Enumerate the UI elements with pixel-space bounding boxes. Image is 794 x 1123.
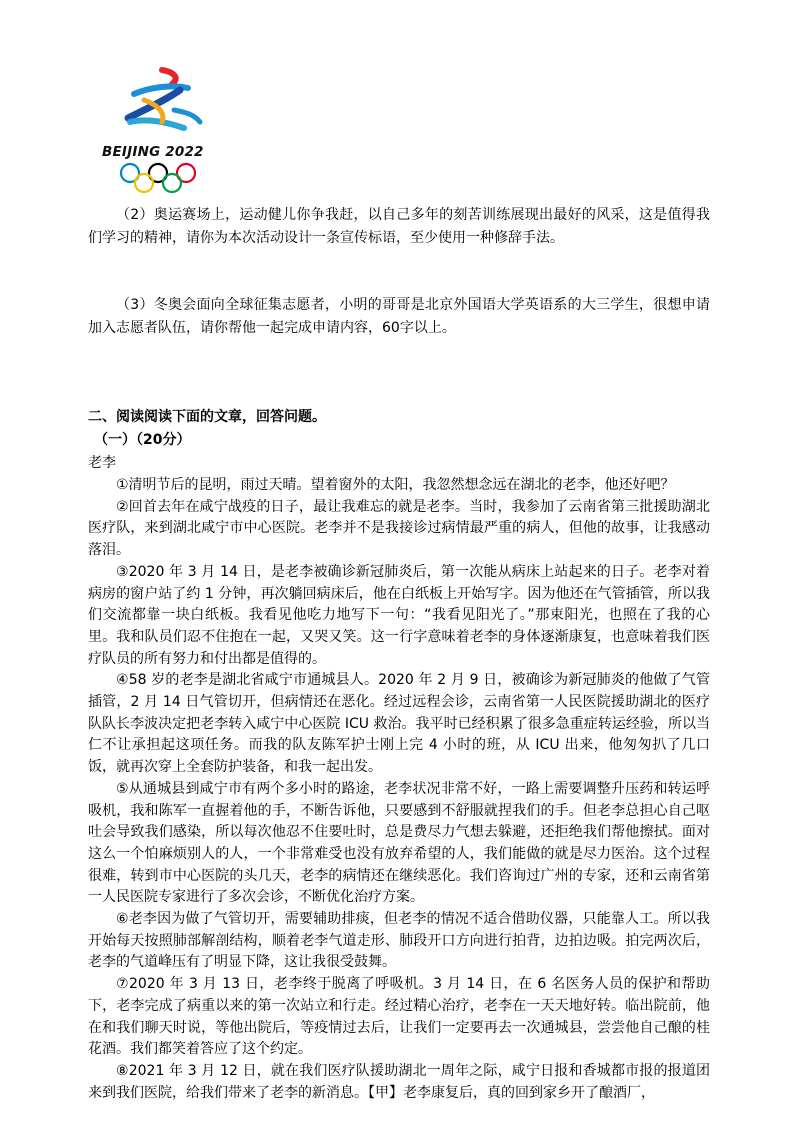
question-3: （3）冬奥会面向全球征集志愿者，小明的哥哥是北京外国语大学英语系的大三学生，很想申请加入志愿者队伍，请你帮他一起完成申请内容，60字以上。 <box>88 297 710 336</box>
article-body <box>88 475 710 1104</box>
question-2: （2）奥运赛场上，运动健儿你争我赶，以自己多年的刻苦训练展现出最好的风采，这是值得我们学习的精神，请你为本次活动设计一条宣传标语，至少使用一种修辞手法。 <box>88 207 710 246</box>
article-paragraph: ⑥老李因为做了气管切开，需要辅助排痰，但老李的情况不适合借助仪器，只能靠人工。所以我开始每天按照肺部解剖结构，顺着老李气道走形、肺段开口方向进行拍背，边拍边吸。拍完两次后，老李的气道峰压有了明显下降，这让我很受鼓舞。 <box>88 911 710 971</box>
section-heading: 二、阅读阅读下面的文章，回答问题。 <box>88 409 326 425</box>
article-title: 老李 <box>88 455 116 471</box>
article-paragraph: ⑦2020 年 3 月 13 日，老李终于脱离了呼吸机。3 月 14 日，在 6 名医务人员的保护和帮助下，老李完成了病重以来的第一次站立和行走。经过精心治疗，老李在一天天地好转。临出院前，他在和我们聊天时说，等他出院后，等疫情过去后，让我们一定要再去一次通城县，尝尝他自己酿的桂花酒。我们都笑着答应了这个约定。 <box>88 976 710 1058</box>
document-content <box>88 204 710 1104</box>
article-paragraph: ②回首去年在咸宁战疫的日子，最让我难忘的就是老李。当时，我参加了云南省第三批援助湖北医疗队，来到湖北咸宁市中心医院。老李并不是我接诊过病情最严重的病人，但他的故事，让我感动落泪。 <box>88 498 710 559</box>
article-paragraph: ④58 岁的老李是湖北省咸宁市通城县人。2020 年 2 月 9 日，被确诊为新冠肺炎的他做了气管插管，2 月 14 日气管切开，但病情还在恶化。经过远程会诊，云南省第一人民医院援助湖北的医疗队队长李波决定把老李转入咸宁中心医院 ICU 救治。我平时已经积累了很多急重症转运经验，所以当仁不让承担起这项任务。而我的队友陈军护士刚上完 4 小时的班，从 ICU 出来，他匆匆扒了几口饭，就再次穿上全套防护装备，和我一起出发。 <box>88 672 710 776</box>
article-paragraph: ⑧2021 年 3 月 12 日，就在我们医疗队援助湖北一周年之际，咸宁日报和香城都市报的报道团来到我们医院，给我们带来了老李的新消息。【甲】老李康复后，真的回到家乡开了酿酒厂， <box>88 1062 710 1101</box>
section-subheading: （一）（20分） <box>94 432 191 448</box>
olympic-rings-icon <box>118 162 198 196</box>
logo-wordmark: BEIJING 2022 <box>102 144 204 160</box>
article-paragraph: ③2020 年 3 月 14 日，是老李被确诊新冠肺炎后，第一次能从病床上站起来的日子。老李对着病房的窗户站了约 1 分钟，再次躺回病床后，他在白纸板上开始写字。因为他还在气管插管，所以我们交流都靠一块白纸板。我看见他吃力地写下一句：“我看见阳光了。”那束阳光，也照在了我的心里。我和队员们忍不住抱在一起，又哭又笑。这一行字意味着老李的身体逐渐康复，也意味着我们医疗队员的所有努力和付出都是值得的。 <box>88 563 710 667</box>
beijing-2022-logo <box>100 66 212 196</box>
article-paragraph: ⑤从通城县到咸宁市有两个多小时的路途，老李状况非常不好，一路上需要调整升压药和转运呼吸机，我和陈军一直握着他的手，不断告诉他，只要感到不舒服就捏我们的手。但老李总担心自己呕吐会导致我们感染，所以每次他忍不住要吐时，总是费尽力气想去躲避，还拒绝我们帮他擦拭。面对这么一个怕麻烦别人的人，一个非常难受也没有放弃希望的人，我们能做的就是尽力医治。这个过程很难，转到市中心医院的头几天，老李的病情还在继续恶化。我们咨询过广州的专家，还和云南省第一人民医院专家进行了多次会诊，不断优化治疗方案。 <box>88 780 710 906</box>
article-paragraph: ①清明节后的昆明，雨过天晴。望着窗外的太阳，我忽然想念远在湖北的老李，他还好吧？ <box>116 477 675 493</box>
winter-olympics-emblem-icon <box>114 66 210 142</box>
